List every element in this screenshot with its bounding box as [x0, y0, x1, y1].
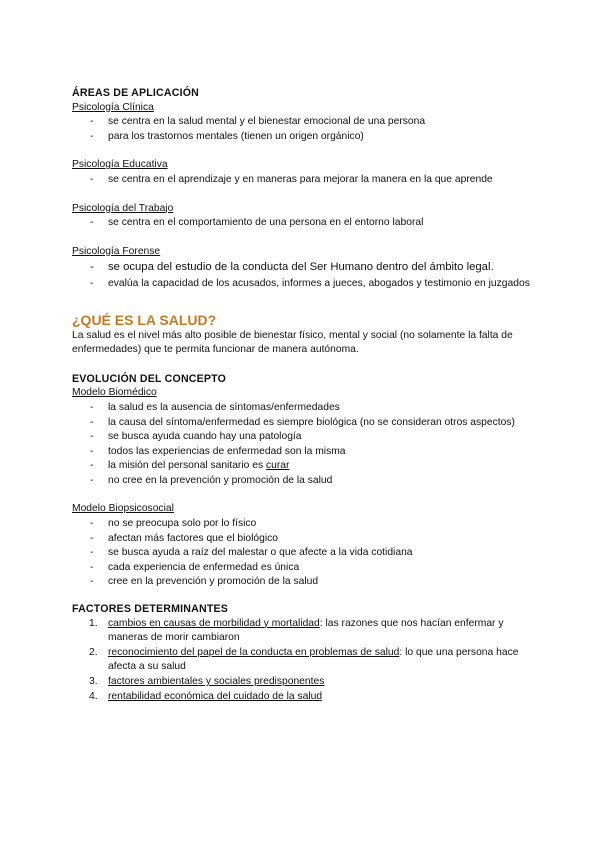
- educativa-title: Psicología Educativa: [72, 159, 168, 171]
- factor-link: factores ambientales y sociales predisponentes: [108, 676, 325, 687]
- factor-text: : lo que una persona hace afecta a su salud: [108, 646, 519, 673]
- factor-link: cambios en causas de morbilidad y mortalidad: [108, 617, 320, 629]
- list-item: - la causa del síntoma/enfermedad es siempre biológica (no se consideran otros aspectos): [72, 416, 532, 431]
- salud-definition: La salud es el nivel más alto posible de bienestar físico, mental y social (no solamente la falta de enfermedades) que te permita funcionar de manera autónoma.: [72, 329, 513, 356]
- item-number: 4.: [89, 690, 98, 702]
- list-item: - se centra en el aprendizaje y en maneras para mejorar la manera en la que aprende: [72, 173, 532, 188]
- factor-link: rentabilidad económica del cuidado de la salud: [108, 690, 323, 702]
- list-item: - todos las experiencias de enfermedad son la misma: [72, 445, 532, 460]
- factores-heading: FACTORES DETERMINANTES: [72, 603, 229, 616]
- list-item: - la salud es la ausencia de síntomas/enfermedades: [72, 401, 532, 416]
- list-item: [72, 675, 532, 690]
- list-item: [72, 617, 532, 646]
- evolucion-heading: EVOLUCIÓN DEL CONCEPTO: [72, 372, 227, 385]
- list-item: - cada experiencia de enfermedad es única: [72, 561, 532, 576]
- areas-heading: ÁREAS DE APLICACIÓN: [72, 87, 200, 99]
- clinica-list: [72, 115, 532, 144]
- forense-list: [72, 259, 532, 291]
- list-item: - se centra en la salud mental y el bienestar emocional de una persona: [72, 115, 532, 130]
- biopsicosocial-list: [72, 517, 532, 590]
- biomedico-list: [72, 401, 532, 489]
- item-number: 1.: [89, 617, 98, 629]
- factores-list: [72, 617, 532, 705]
- trabajo-list: [72, 216, 532, 231]
- factor-text: : las razones que nos hacían enfermar y maneras de morir cambiaron: [108, 617, 504, 644]
- list-item: - para los trastornos mentales (tienen un origen orgánico): [72, 130, 532, 145]
- list-item: - no se preocupa solo por lo físico: [72, 517, 532, 532]
- list-item: - se busca ayuda cuando hay una patología: [72, 430, 532, 445]
- list-item: [72, 690, 532, 705]
- list-item: - no cree en la prevención y promoción de la salud: [72, 474, 532, 489]
- clinica-title: Psicología Clínica: [72, 101, 154, 113]
- mision-text: la misión del personal sanitario es: [108, 460, 266, 472]
- list-item: - se busca ayuda a raíz del malestar o que afecte a la vida cotidiana: [72, 546, 532, 561]
- item-number: 2.: [89, 646, 98, 658]
- list-item: - afectan más factores que el biológico: [72, 532, 532, 547]
- document-page: [72, 86, 532, 704]
- list-item: - cree en la prevención y promoción de la salud: [72, 575, 532, 590]
- list-item: [72, 646, 532, 675]
- biopsicosocial-title: Modelo Biopsicosocial: [72, 503, 174, 515]
- list-item: - evalúa la capacidad de los acusados, informes a jueces, abogados y testimonio en juzgados: [72, 277, 532, 292]
- salud-title: ¿QUÉ ES LA SALUD?: [72, 311, 217, 328]
- list-item: - se ocupa del estudio de la conducta del Ser Humano dentro del ámbito legal.: [72, 259, 532, 277]
- curar-text: curar: [265, 460, 290, 472]
- list-item: [72, 459, 532, 474]
- trabajo-title: Psicología del Trabajo: [72, 202, 174, 214]
- factor-link: reconocimiento del papel de la conducta en problemas de salud: [108, 646, 400, 658]
- list-item: - se centra en el comportamiento de una persona en el entorno laboral: [72, 216, 532, 231]
- forense-title: Psicología Forense: [72, 245, 161, 257]
- biomedico-title: Modelo Biomédico: [72, 387, 157, 399]
- item-number: 3.: [89, 676, 98, 687]
- educativa-list: [72, 173, 532, 188]
